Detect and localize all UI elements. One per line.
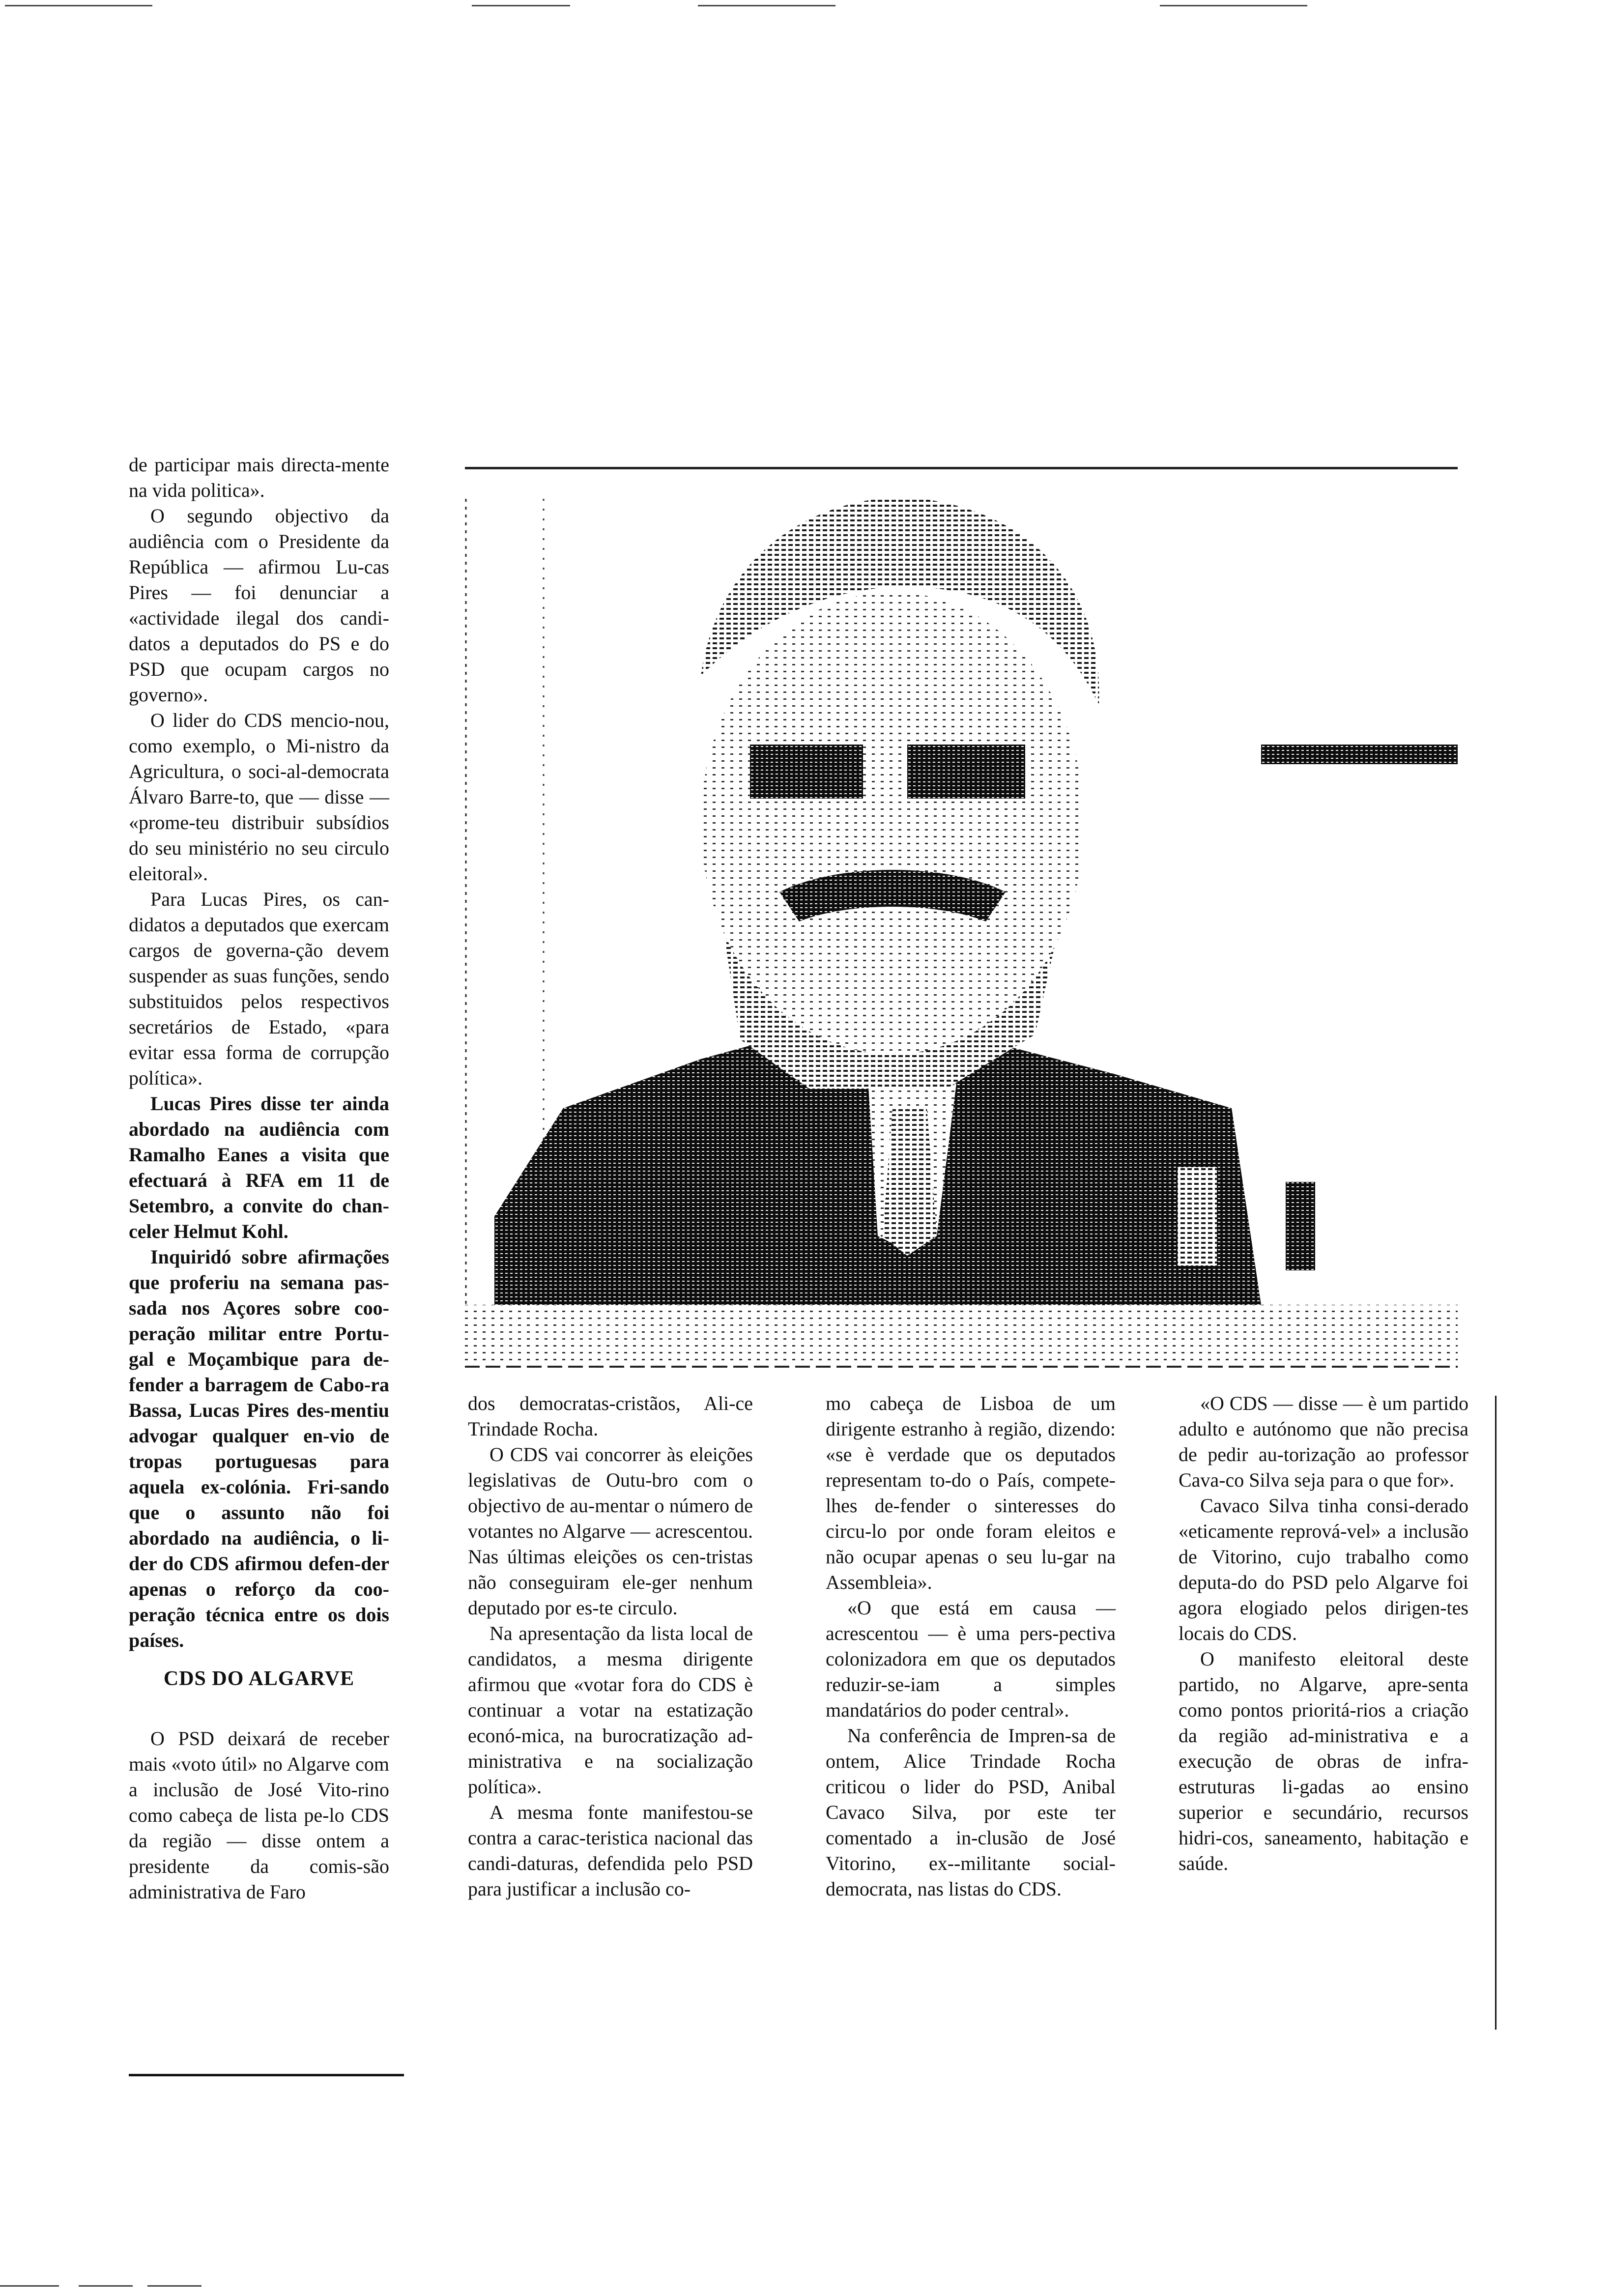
paragraph: A mesma fonte manifestou-se contra a carac-teristica nacional das candi-daturas, defendida pelo PSD para justificar a inclusão co- (468, 1801, 753, 1900)
article-column-4 (1179, 1391, 1468, 1876)
paragraph: de participar mais directa-mente na vida politica». (129, 454, 389, 501)
paragraph: O PSD deixará de receber mais «voto útil» no Algarve com a inclusão de José Vito-rino como cabeça de lista pe-lo CDS da região — disse ontem a presidente da comis-são administrativa de Faro (129, 1727, 389, 1903)
scan-artifact-top-4 (1160, 5, 1307, 6)
section-subhead: CDS DO ALGARVE (163, 1667, 355, 1690)
scan-artifact-bottom-2 (79, 2285, 133, 2287)
paragraph: Cavaco Silva tinha consi-derado «eticamente reprová-vel» a inclusão de Vitorino, cujo trabalho como deputa-do do PSD pelo Algarve foi agora elogiado pelos dirigen-tes locais do CDS. (1179, 1494, 1468, 1644)
scan-artifact-top-2 (472, 5, 570, 6)
paragraph: Lucas Pires disse ter ainda abordado na audiência com Ramalho Eanes a visita que efectuará à RFA em 11 de Setembro, a convite do chan-celer Helmut Kohl. (129, 1092, 389, 1242)
article-column-3 (826, 1391, 1116, 1902)
paragraph: Na apresentação da lista local de candidatos, a mesma dirigente afirmou que «votar fora do CDS è continuar a votar na estatização econó-mica, na burocratização ad-ministrativa e na socialização política». (468, 1622, 753, 1798)
scan-artifact-bottom-1 (0, 2285, 59, 2287)
paragraph: «O que está em causa — acrescentou — è uma pers-pectiva colonizadora em que os deputados reduzir-se-iam a simples mandatários do poder central». (826, 1597, 1116, 1721)
scan-artifact-top-1 (5, 5, 152, 6)
paragraph: dos democratas-cristãos, Ali-ce Trindade Rocha. (468, 1392, 753, 1440)
paragraph: O segundo objectivo da audiência com o Presidente da República — afirmou Lu-cas Pires — foi denunciar a «actividade ilegal dos candi-datos a deputados do PS e do PSD que ocupam cargos no governo». (129, 505, 389, 706)
article-column-2 (468, 1391, 753, 1902)
portrait-photo (465, 467, 1458, 1369)
portrait-illustration (465, 469, 1458, 1369)
paragraph: «O CDS — disse — è um partido adulto e autónomo que não precisa de pedir au-torização ao professor Cava-co Silva seja para o que for». (1179, 1392, 1468, 1491)
paragraph: Inquiridó sobre afirmações que proferiu na semana pas-sada nos Açores sobre coo-peração militar entre Portu-gal e Moçambique para de-fender a barragem de Cabo-ra Bassa, Lucas Pires des-mentiu advogar qualquer en-vio de tropas portuguesas para aquela ex-colónia. Fri-sando que o assunto não foi abordado na audiência, o li-der do CDS afirmou defen-der apenas o reforço da coo-peração técnica entre os dois países. (129, 1246, 389, 1651)
scan-artifact-top-3 (698, 5, 835, 6)
paragraph: O manifesto eleitoral deste partido, no Algarve, apre-senta como pontos prioritá-rios a criação da região ad-ministrativa e a execução de obras de infra-estruturas li-gadas ao ensino superior e secundário, recursos hidri-cos, saneamento, habitação e saúde. (1179, 1648, 1468, 1874)
paragraph: mo cabeça de Lisboa de um dirigente estranho à região, dizendo: «se è verdade que os deputados representam to-do o País, compete-lhes de-fender o sinteresses do circu-lo por onde foram eleitos e não ocupar apenas o seu lu-gar na Assembleia». (826, 1392, 1116, 1593)
paragraph: Na conferência de Impren-sa de ontem, Alice Trindade Rocha criticou o lider do PSD, Anibal Cavaco Silva, por este ter comentado a in-clusão de José Vitorino, ex--militante social-democrata, nas listas do CDS. (826, 1724, 1116, 1900)
article-column-left (129, 452, 389, 1905)
column-end-rule (129, 2074, 404, 2076)
right-margin-rule (1495, 1396, 1497, 2030)
paragraph: Para Lucas Pires, os can-didatos a deputados que exercam cargos de governa-ção devem suspender as suas funções, sendo substituidos pelos respectivos secretários de Estado, «para evitar essa forma de corrupção política». (129, 888, 389, 1089)
paragraph: O lider do CDS mencio-nou, como exemplo, o Mi-nistro da Agricultura, o soci-al-democrata Álvaro Barre-to, que — disse — «prome-teu distribuir subsídios do seu ministério no seu circulo eleitoral». (129, 709, 389, 885)
scan-artifact-bottom-3 (147, 2285, 202, 2287)
paragraph: O CDS vai concorrer às eleições legislativas de Outu-bro com o objectivo de au-mentar o número de votantes no Algarve — acrescentou. Nas últimas eleições os cen-tristas não conseguiram ele-ger nenhum deputado por es-te circulo. (468, 1443, 753, 1619)
